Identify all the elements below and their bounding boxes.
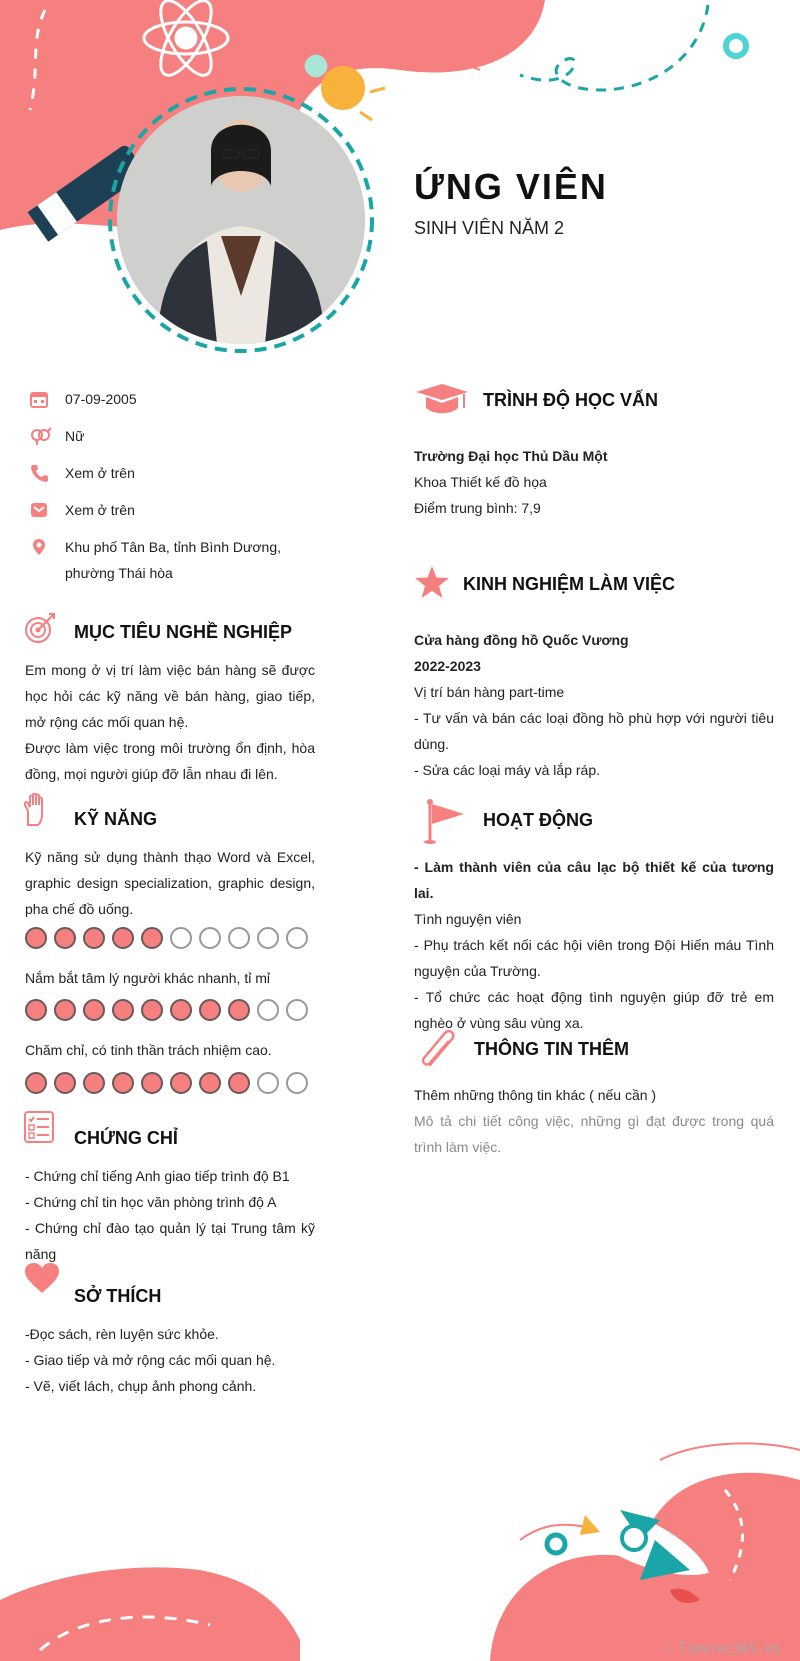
candidate-name: ỨNG VIÊN (414, 166, 608, 207)
rating-dot (83, 1072, 105, 1094)
skill-rating-1 (25, 927, 325, 949)
flag-icon (422, 798, 466, 844)
objective-title: MỤC TIÊU NGHỀ NGHIỆP (74, 622, 293, 642)
gender-icon (30, 427, 52, 445)
skill-label-2: Nắm bắt tâm lý người khác nhanh, tỉ mỉ (25, 970, 270, 986)
rating-dot (141, 1072, 163, 1094)
rating-dot (228, 1072, 250, 1094)
certificates-text: - Chứng chỉ tiếng Anh giao tiếp trình độ B1 - Chứng chỉ tin học văn phòng trình độ A - Chứng chỉ đào tạo quản lý tại Trung tâm kỹ năng (25, 1168, 315, 1262)
hobbies-text: -Đọc sách, rèn luyện sức khỏe. - Giao tiếp và mở rộng các mối quan hệ. - Vẽ, viết lách, chụp ảnh phong cảnh. (25, 1326, 276, 1394)
rating-dot (228, 999, 250, 1021)
hand-icon (22, 793, 50, 827)
rating-dot (286, 999, 308, 1021)
extra-text: Thêm những thông tin khác ( nếu cần ) Mô tả chi tiết công việc, những gì đạt được trong quá trình làm việc. (414, 1087, 774, 1155)
activities-text: - Làm thành viên của câu lạc bộ thiết kế của tương lai. Tình nguyện viên - Phụ trách kết nối các hội viên trong Đội Hiến máu Tình nguyện của Trường. - Tổ chức các hoạt động tình nguyện giúp đỡ trẻ em nghèo ở vùng sâu vùng xa. (414, 859, 774, 1031)
rating-dot (112, 1072, 134, 1094)
rating-dot (141, 927, 163, 949)
footer-decoration (0, 1420, 800, 1661)
experience-text: Cửa hàng đồng hồ Quốc Vương 2022-2023 Vị trí bán hàng part-time - Tư vấn và bán các loại đồng hồ phù hợp với người tiêu dùng. - Sửa các loại máy và lắp ráp. (414, 632, 774, 778)
avatar (117, 96, 365, 344)
phone-icon (30, 464, 48, 482)
rating-dot (170, 999, 192, 1021)
watermark: ∴ Timviec365.vn (662, 1642, 780, 1657)
education-text: Trường Đại học Thủ Dầu Một Khoa Thiết kế đồ họa Điểm trung bình: 7,9 (414, 448, 608, 516)
mail-icon (30, 501, 48, 519)
rating-dot (170, 1072, 192, 1094)
activities-title: HOẠT ĐỘNG (483, 810, 593, 830)
certificates-title: CHỨNG CHỈ (74, 1128, 178, 1148)
rating-dot (54, 1072, 76, 1094)
rating-dot (25, 927, 47, 949)
rating-dot (170, 927, 192, 949)
skill-rating-2 (25, 999, 325, 1021)
target-icon (24, 612, 56, 644)
rating-dot (286, 927, 308, 949)
rating-dot (286, 1072, 308, 1094)
rating-dot (112, 927, 134, 949)
candidate-title: SINH VIÊN NĂM 2 (414, 218, 565, 238)
rating-dot (199, 1072, 221, 1094)
extra-title: THÔNG TIN THÊM (474, 1039, 629, 1059)
skill-label-1: Kỹ năng sử dụng thành thạo Word và Excel, graphic design specialization, graphic design, pha chế đồ uống. (25, 849, 315, 917)
rating-dot (112, 999, 134, 1021)
rating-dot (54, 999, 76, 1021)
rating-dot (199, 999, 221, 1021)
paperclip-icon (416, 1027, 460, 1071)
skill-label-3: Chăm chỉ, có tinh thần trách nhiệm cao. (25, 1042, 272, 1058)
rating-dot (257, 1072, 279, 1094)
rating-dot (257, 927, 279, 949)
graduation-cap-icon (414, 382, 470, 418)
skill-rating-3 (25, 1072, 325, 1094)
calendar-icon (30, 390, 48, 408)
rating-dot (25, 1072, 47, 1094)
objective-text: Em mong ở vị trí làm việc bán hàng sẽ được học hỏi các kỹ năng về bán hàng, giao tiếp, mở rộng các mối quan hệ. Được làm việc trong môi trường ổn định, hòa đồng, mọi người giúp đỡ lẫn nhau đi lên. (25, 662, 315, 782)
rating-dot (141, 999, 163, 1021)
rating-dot (83, 999, 105, 1021)
rating-dot (199, 927, 221, 949)
heart-icon (24, 1262, 60, 1294)
rating-dot (257, 999, 279, 1021)
rating-dot (83, 927, 105, 949)
experience-title: KINH NGHIỆM LÀM VIỆC (463, 574, 676, 594)
rating-dot (228, 927, 250, 949)
hobbies-title: SỞ THÍCH (74, 1286, 162, 1306)
header-decoration (0, 0, 800, 360)
skills-title: KỸ NĂNG (74, 809, 158, 829)
rating-dot (54, 927, 76, 949)
location-icon (30, 538, 48, 556)
rating-dot (25, 999, 47, 1021)
checklist-icon (24, 1111, 54, 1143)
star-icon (414, 565, 450, 599)
education-title: TRÌNH ĐỘ HỌC VẤN (483, 390, 658, 410)
